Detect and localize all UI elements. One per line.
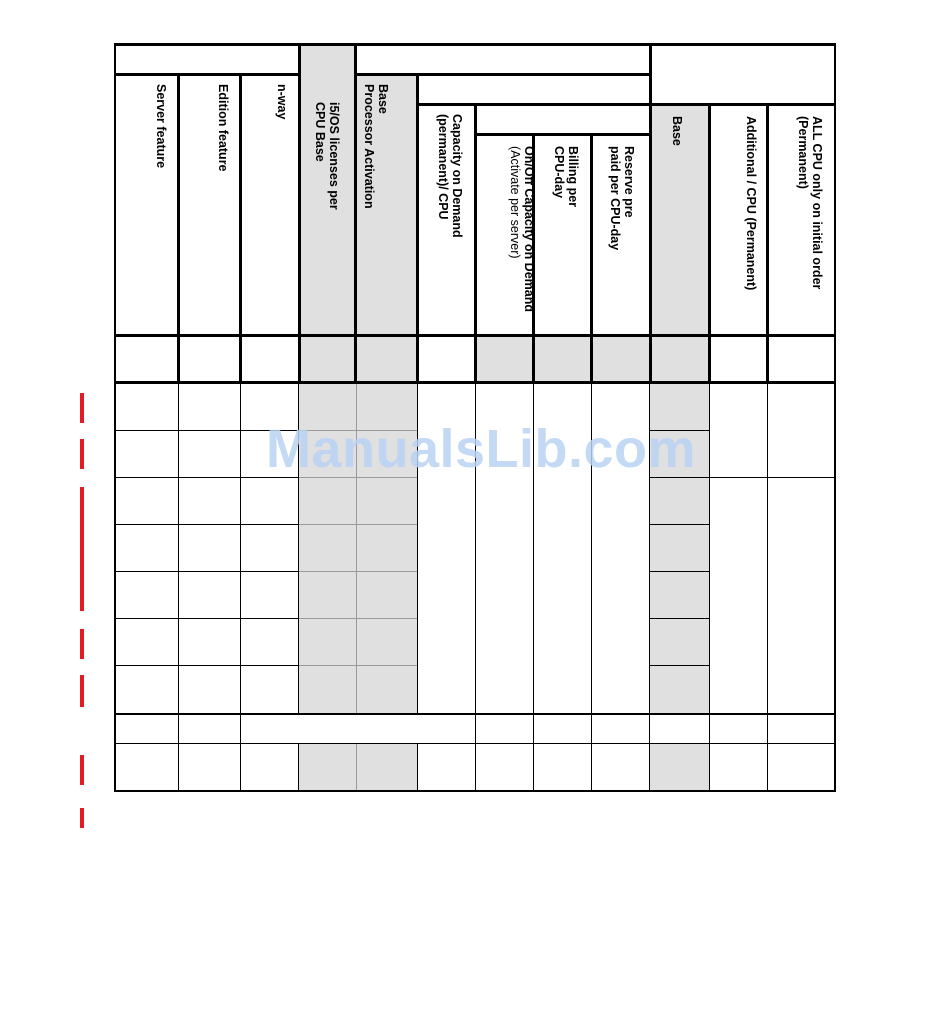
header-onoff-cod-title: On/Off Capacity on Demand bbox=[522, 146, 536, 312]
body-column-line bbox=[709, 383, 710, 791]
revision-bar bbox=[80, 439, 84, 469]
revision-bar bbox=[80, 808, 84, 828]
body-column-line bbox=[298, 744, 299, 791]
header-additional-cpu: Additional / CPU (Permanent) bbox=[744, 116, 758, 291]
watermark: ManualsLib.com bbox=[266, 419, 697, 479]
column-line bbox=[649, 43, 652, 384]
thin-divider bbox=[299, 665, 418, 666]
row-line bbox=[650, 571, 710, 572]
body-column-line bbox=[417, 744, 418, 791]
row-line bbox=[114, 571, 299, 572]
header-line bbox=[114, 73, 300, 76]
table-border-right bbox=[834, 43, 836, 792]
header-onoff-cod bbox=[494, 146, 550, 312]
thin-divider bbox=[299, 571, 418, 572]
shaded-column-i5os-bottom bbox=[299, 744, 356, 791]
header-line bbox=[356, 73, 651, 76]
header-i5os-licenses: i5/OS licenses per CPU Base bbox=[313, 102, 341, 210]
column-line bbox=[298, 43, 301, 384]
header-line bbox=[650, 103, 836, 106]
shaded-row-onoff-cod bbox=[476, 336, 650, 383]
revision-bar bbox=[80, 393, 84, 423]
thin-divider bbox=[299, 524, 418, 525]
header-server-feature: Server feature bbox=[154, 84, 168, 169]
column-line bbox=[708, 103, 711, 384]
row-line bbox=[114, 524, 299, 525]
header-capacity-on-demand: Capacity on Demand (permanent)/ CPU bbox=[436, 114, 464, 238]
header-base: Base bbox=[670, 116, 684, 146]
row-line bbox=[650, 665, 710, 666]
header-line bbox=[476, 133, 651, 136]
header-edition-feature: Edition feature bbox=[216, 84, 230, 172]
column-line bbox=[239, 73, 242, 384]
column-line bbox=[474, 103, 477, 384]
header-reserve-prepaid: Reserve pre paid per CPU-day bbox=[608, 146, 636, 251]
revision-bar bbox=[80, 755, 84, 785]
shaded-column-base-processor-bottom bbox=[356, 744, 418, 791]
column-line bbox=[354, 43, 357, 384]
column-line bbox=[766, 103, 769, 384]
header-billing-per-cpu-day: Billing per CPU-day bbox=[552, 146, 580, 208]
table-border-left bbox=[114, 43, 116, 792]
header-base-processor-activation: Base Processor Activation bbox=[362, 84, 390, 209]
header-all-cpu-initial: ALL CPU only on initial order (Permanent) bbox=[796, 116, 824, 290]
body-column-line bbox=[240, 383, 241, 791]
separator-line bbox=[114, 713, 836, 715]
row-line bbox=[650, 618, 710, 619]
column-line bbox=[416, 73, 419, 384]
row-line bbox=[114, 618, 299, 619]
revision-bar bbox=[80, 629, 84, 659]
revision-bar bbox=[80, 675, 84, 707]
revision-bar bbox=[80, 487, 84, 611]
body-column-line bbox=[767, 383, 768, 791]
row-line bbox=[114, 665, 299, 666]
body-column-line bbox=[178, 383, 179, 791]
table-border-top bbox=[114, 43, 836, 46]
column-line bbox=[590, 133, 593, 384]
separator-line bbox=[114, 743, 836, 744]
column-line bbox=[177, 73, 180, 384]
shaded-column-base bbox=[650, 104, 709, 714]
header-line bbox=[418, 103, 651, 106]
header-n-way: n-way bbox=[275, 84, 289, 120]
thin-divider bbox=[356, 744, 357, 791]
row-line bbox=[709, 477, 835, 478]
row-line bbox=[650, 524, 710, 525]
shaded-column-base-bottom bbox=[650, 744, 709, 791]
header-onoff-cod-note: (Activate per server) bbox=[508, 146, 522, 259]
thin-divider bbox=[299, 618, 418, 619]
